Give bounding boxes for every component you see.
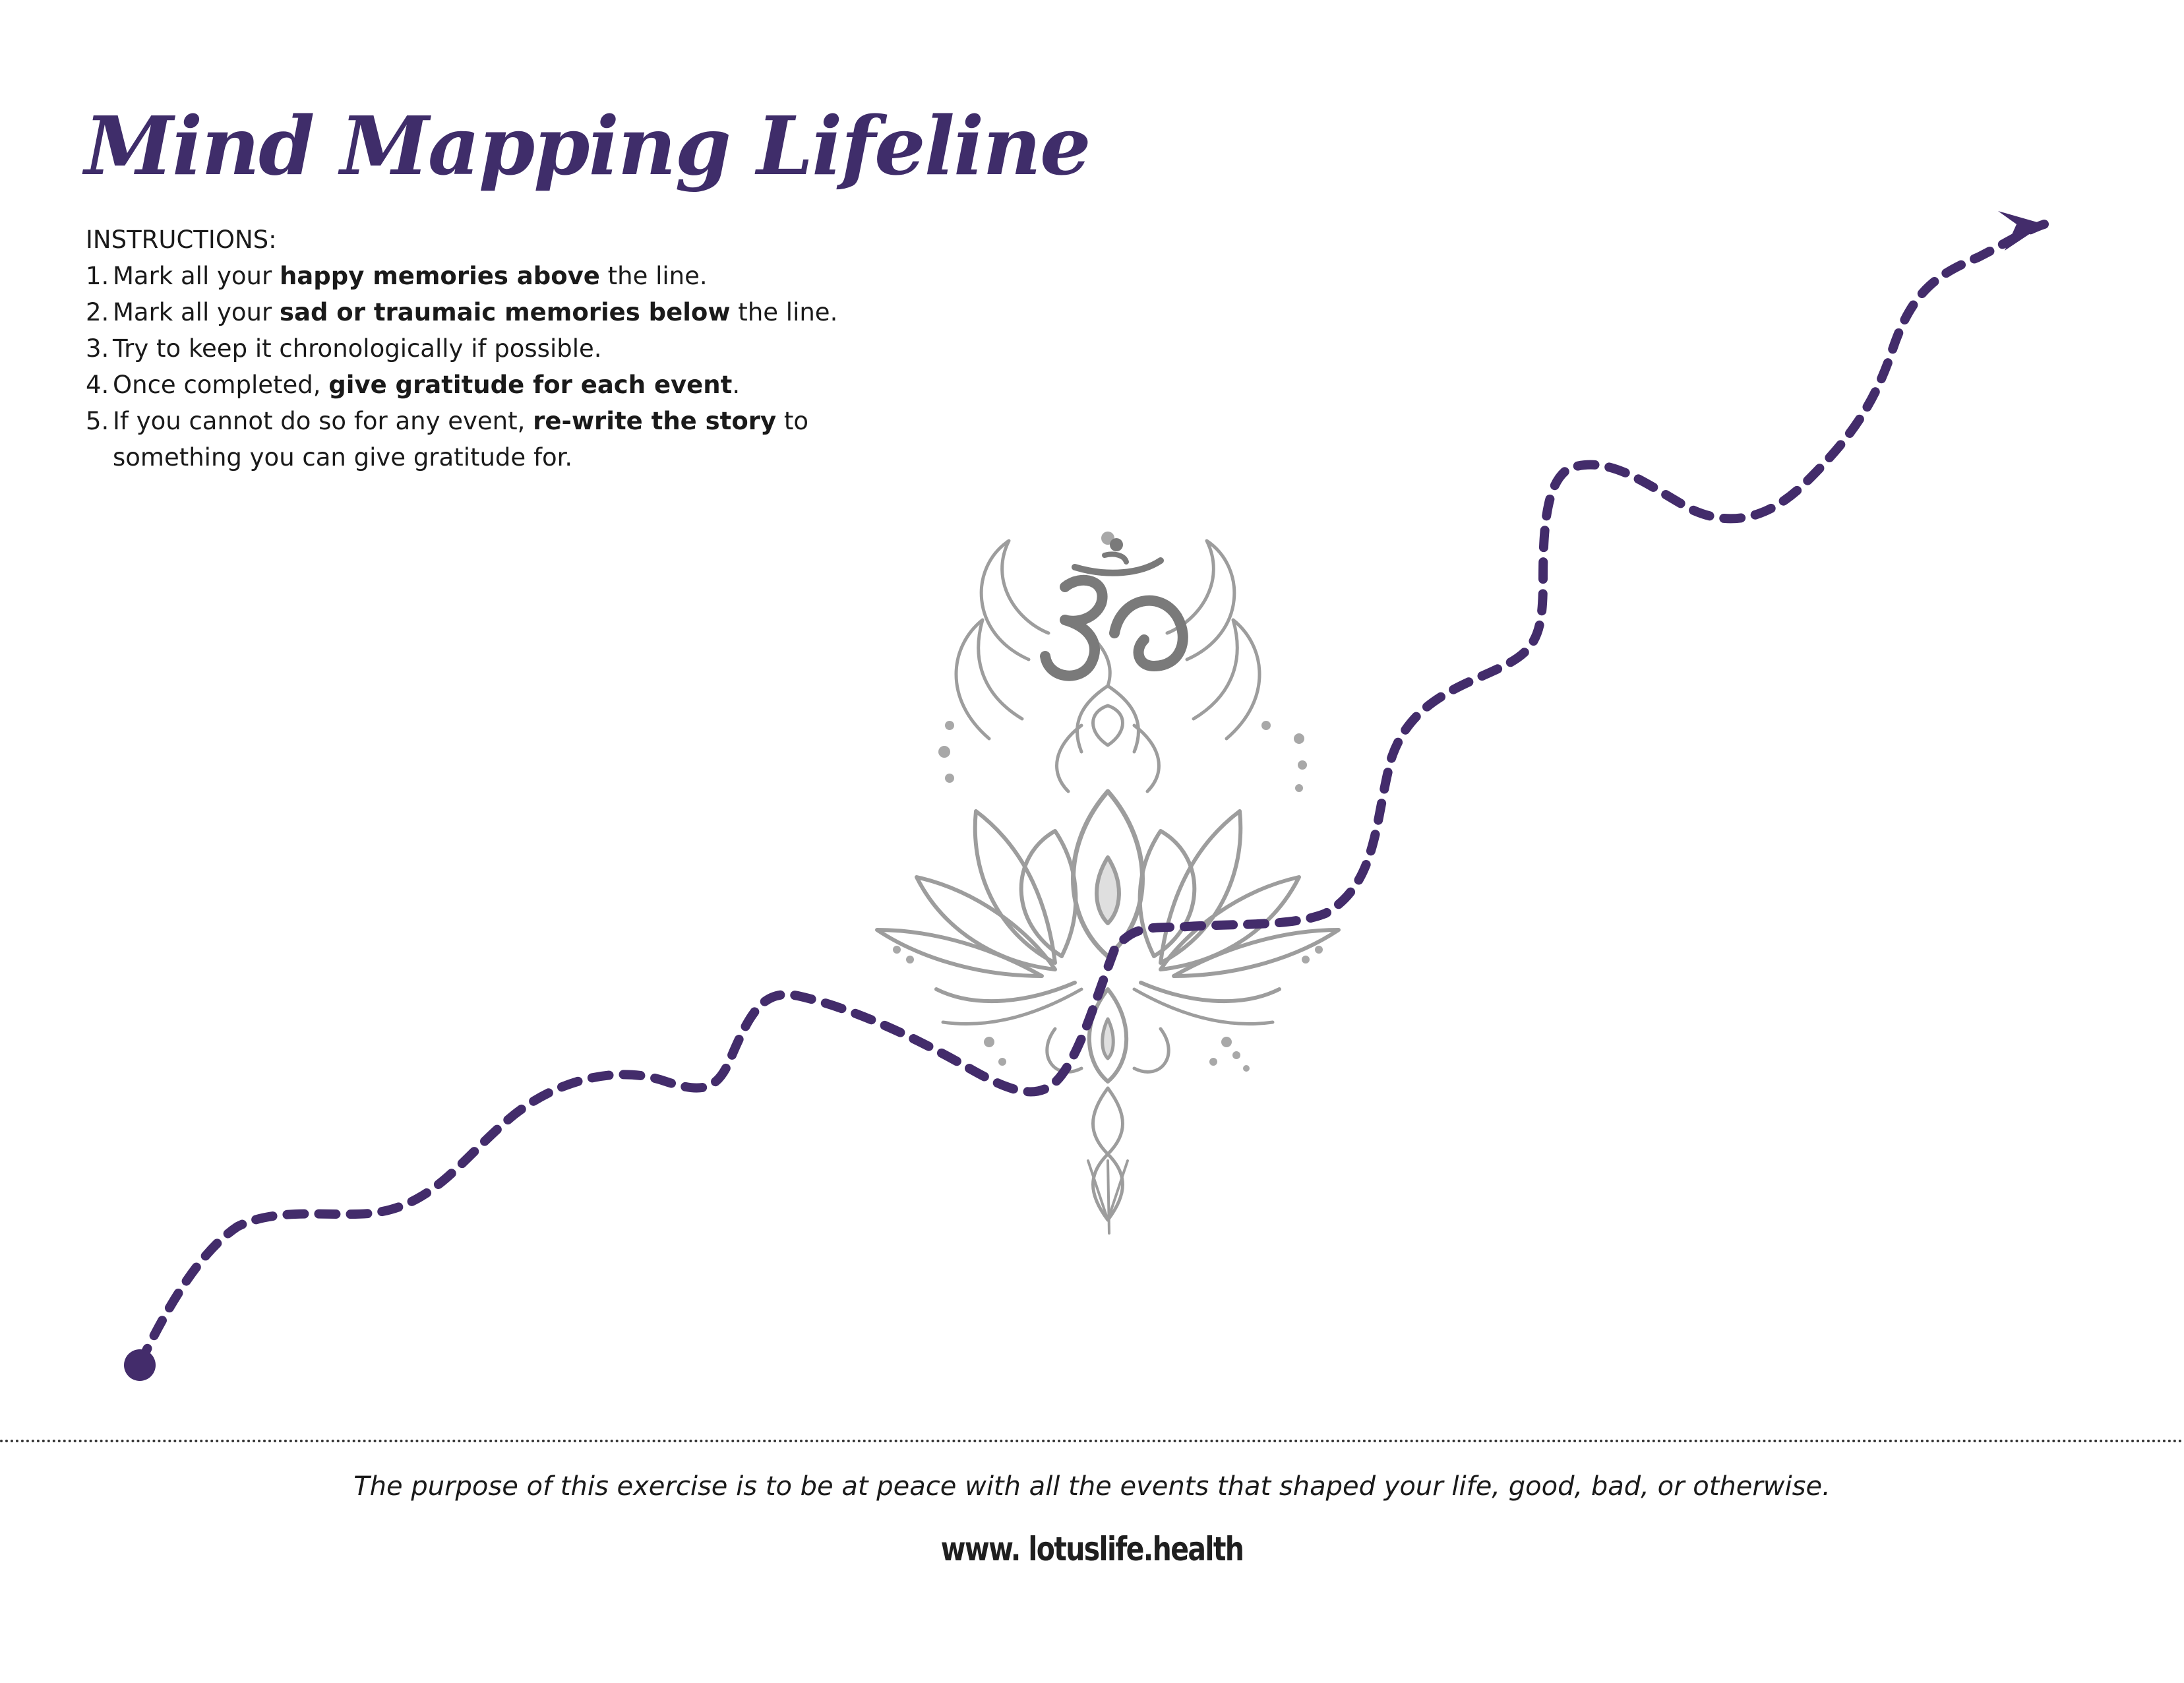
step-text-end: . <box>732 371 741 399</box>
step-emphasis: give gratitude for each event <box>328 371 733 399</box>
step-number: 5. <box>86 407 109 435</box>
step-text: Mark all your <box>113 298 280 326</box>
step-number: 2. <box>86 298 109 326</box>
instruction-step <box>86 367 844 403</box>
step-text-end: the line. <box>599 262 708 290</box>
step-emphasis: happy memories above <box>279 262 600 290</box>
step-emphasis: re-write the story <box>533 407 777 435</box>
separator-line <box>0 1440 2184 1442</box>
step-number: 1. <box>86 262 109 290</box>
arrow-head-icon <box>1998 211 2044 251</box>
instruction-step <box>86 294 844 330</box>
lotus-icon <box>877 532 1339 1233</box>
website-link[interactable]: www. lotuslife.health <box>940 1530 1244 1568</box>
instruction-step <box>86 330 844 367</box>
step-number: 4. <box>86 371 109 399</box>
step-text: Mark all your <box>113 262 280 290</box>
om-symbol-icon <box>1045 538 1183 676</box>
step-text: Try to keep it chronologically if possible. <box>113 334 602 363</box>
instruction-step <box>86 258 844 294</box>
step-text: Once completed, <box>113 371 329 399</box>
page-title: Mind Mapping Lifeline <box>84 98 1090 193</box>
step-text-end: to something you can give gratitude for. <box>113 407 809 472</box>
step-text: If you cannot do so for any event, <box>113 407 533 435</box>
instruction-step <box>86 403 844 475</box>
step-emphasis: sad or traumaic memories below <box>279 298 731 326</box>
instructions-heading: INSTRUCTIONS: <box>86 226 277 254</box>
purpose-statement: The purpose of this exercise is to be at peace with all the events that shaped your life, good, bad, or otherwise. <box>353 1471 1831 1502</box>
start-dot-icon <box>124 1349 156 1381</box>
step-text-end: the line. <box>730 298 838 326</box>
instructions-list <box>86 258 844 475</box>
instructions <box>86 222 844 475</box>
step-number: 3. <box>86 334 109 363</box>
